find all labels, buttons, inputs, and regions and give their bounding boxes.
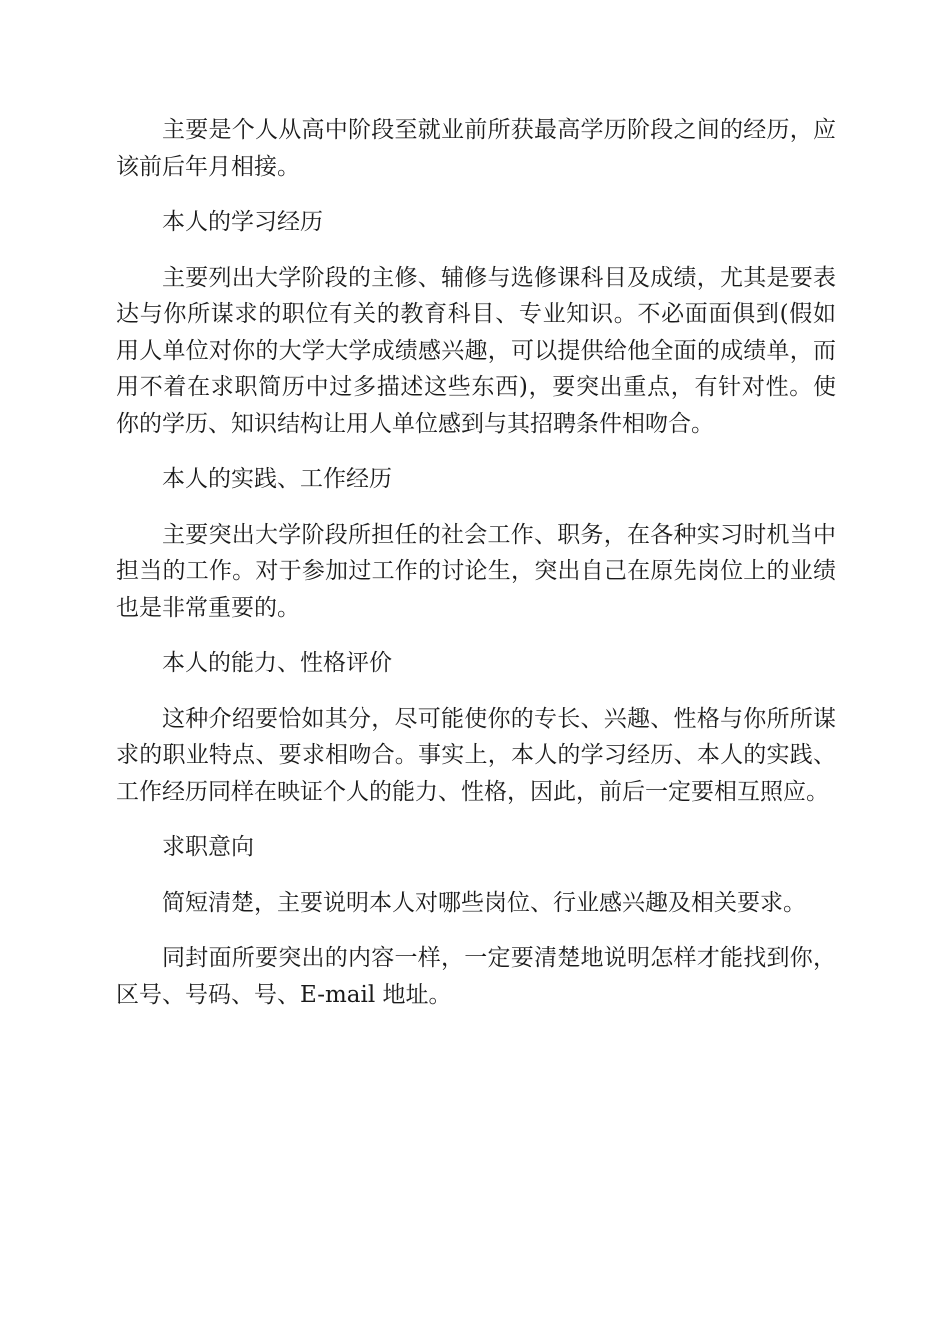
paragraph-study-experience: 主要列出大学阶段的主修、辅修与选修课科目及成绩，尤其是要表达与你所谋求的职位有关的教育科目、专业知识。不必面面俱到(假如用人单位对你的大学大学成绩感兴趣，可以提供给他全面的成绩单，而用不着在求职简历中过多描述这些东西)，要突出重点，有针对性。使你的学历、知识结构让用人单位感到与其招聘条件相吻合。 (116, 264, 836, 437)
heading-work-experience: 本人的实践、工作经历 (162, 466, 392, 492)
paragraph-education-span: 主要是个人从高中阶段至就业前所获最高学历阶段之间的经历，应该前后年月相接。 (116, 117, 836, 180)
heading-study-experience: 本人的学习经历 (162, 209, 323, 235)
paragraph-work-experience: 主要突出大学阶段所担任的社会工作、职务，在各种实习时机当中担当的工作。对于参加过工作的讨论生，突出自己在原先岗位上的业绩也是非常重要的。 (116, 521, 836, 621)
heading-job-intention: 求职意向 (162, 834, 254, 860)
paragraph-contact-info: 同封面所要突出的内容一样，一定要清楚地说明怎样才能找到你，区号、号码、号、E-mail 地址。 (116, 945, 836, 1008)
heading-ability-evaluation: 本人的能力、性格评价 (162, 650, 392, 676)
paragraph-job-intention: 简短清楚，主要说明本人对哪些岗位、行业感兴趣及相关要求。 (162, 889, 806, 916)
document-body (116, 112, 836, 1032)
paragraph-ability-evaluation: 这种介绍要恰如其分，尽可能使你的专长、兴趣、性格与你所所谋求的职业特点、要求相吻合。事实上，本人的学习经历、本人的实践、工作经历同样在映证个人的能力、性格，因此，前后一定要相互照应。 (116, 705, 836, 805)
